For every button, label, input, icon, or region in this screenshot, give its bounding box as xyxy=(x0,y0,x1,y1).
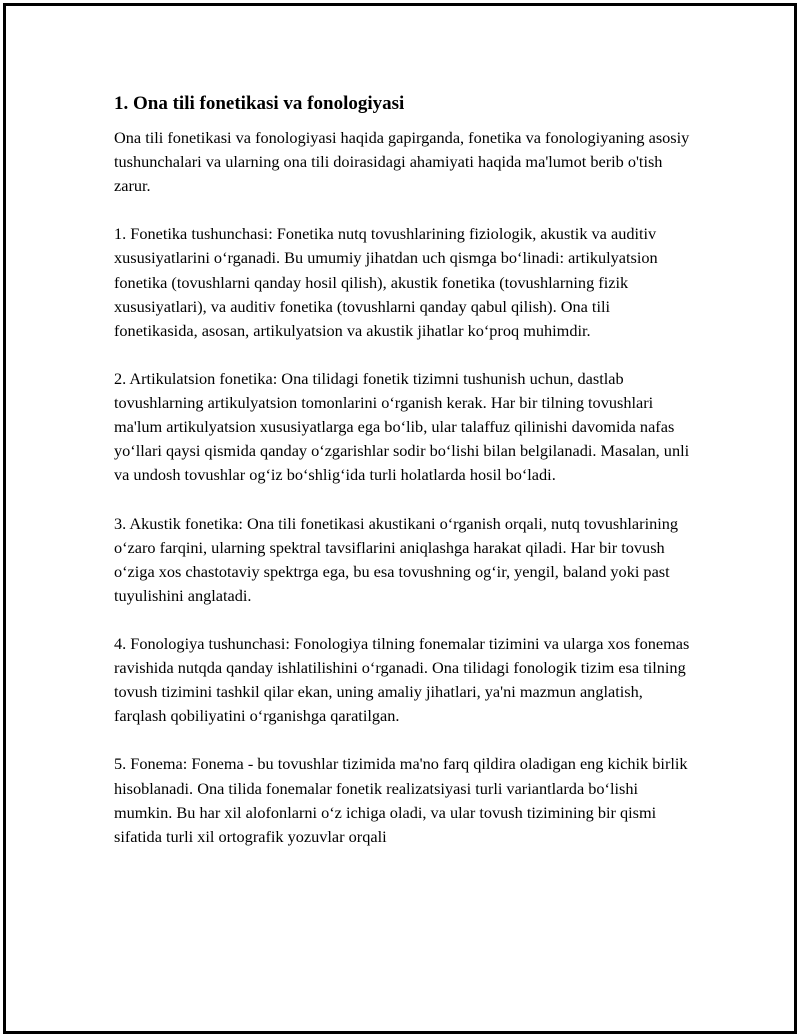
paragraph-akustik-fonetika: 3. Akustik fonetika: Ona tili fonetikasi akustikani o‘rganish orqali, nutq tovushlarining o‘zaro farqini, ularning spektral tavsiflarini aniqlashga harakat qiladi. Har bir tovush o‘ziga xos chastotaviy spektrga ega, bu esa tovushning og‘ir, yengil, baland yoki past tuyulishini anglatadi. xyxy=(114,513,679,605)
document-title: 1. Ona tili fonetikasi va fonologiyasi xyxy=(114,93,405,114)
paragraph-fonema: 5. Fonema: Fonema - bu tovushlar tizimida ma'no farq qildira oladigan eng kichik birlik hisoblanadi. Ona tilida fonemalar fonetik realizatsiyasi turli variantlarda bo‘lishi mumkin. Bu har xil alofonlarni o‘z ichiga oladi, va ular tovush tizimining bir qismi sifatida turli xil ortografik yozuvlar orqali xyxy=(114,754,688,846)
document-body xyxy=(114,92,694,873)
paragraph-artikulatsion-fonetika: 2. Artikulatsion fonetika: Ona tilidagi fonetik tizimni tushunish uchun, dastlab tovushlarning artikulyatsion tomonlarini o‘rganish kerak. Har bir tilning tovushlari ma'lum artikulyatsion xususiyatlarga ega bo‘lib, ular talaffuz qilinishi davomida nafas yo‘llari qaysi qismida qanday o‘zgarishlar sodir bo‘lishi bilan belgilanadi. Masalan, unli va undosh tovushlar og‘iz bo‘shlig‘ida turli holatlarda hosil bo‘ladi. xyxy=(114,368,690,485)
paragraph-fonetika-tushunchasi: 1. Fonetika tushunchasi: Fonetika nutq tovushlarining fiziologik, akustik va auditiv xususiyatlarini o‘rganadi. Bu umumiy jihatdan uch qismga bo‘linadi: artikulyatsion fonetika (tovushlarni qanday hosil qilish), akustik fonetika (tovushlarning fizik xususiyatlari), va auditiv fonetika (tovushlarni qanday qabul qilish). Ona tili fonetikasida, asosan, artikulyatsion va akustik jihatlar ko‘proq muhimdir. xyxy=(114,224,658,340)
paragraph-fonologiya-tushunchasi: 4. Fonologiya tushunchasi: Fonologiya tilning fonemalar tizimini va ularga xos fonemas ravishida nutqda qanday ishlatilishini o‘rganadi. Ona tilidagi fonologik tizim esa tilning tovush tizimini tashkil qilar ekan, uning amaliy jihatlari, ya'ni mazmun anglatish, farqlash qobiliyatini o‘rganishga qaratilgan. xyxy=(114,633,690,726)
paragraph-intro: Ona tili fonetikasi va fonologiyasi haqida gapirganda, fonetika va fonologiyaning asosiy tushunchalari va ularning ona tili doirasidagi ahamiyati haqida ma'lumot berib o'tish zarur. xyxy=(114,128,690,196)
